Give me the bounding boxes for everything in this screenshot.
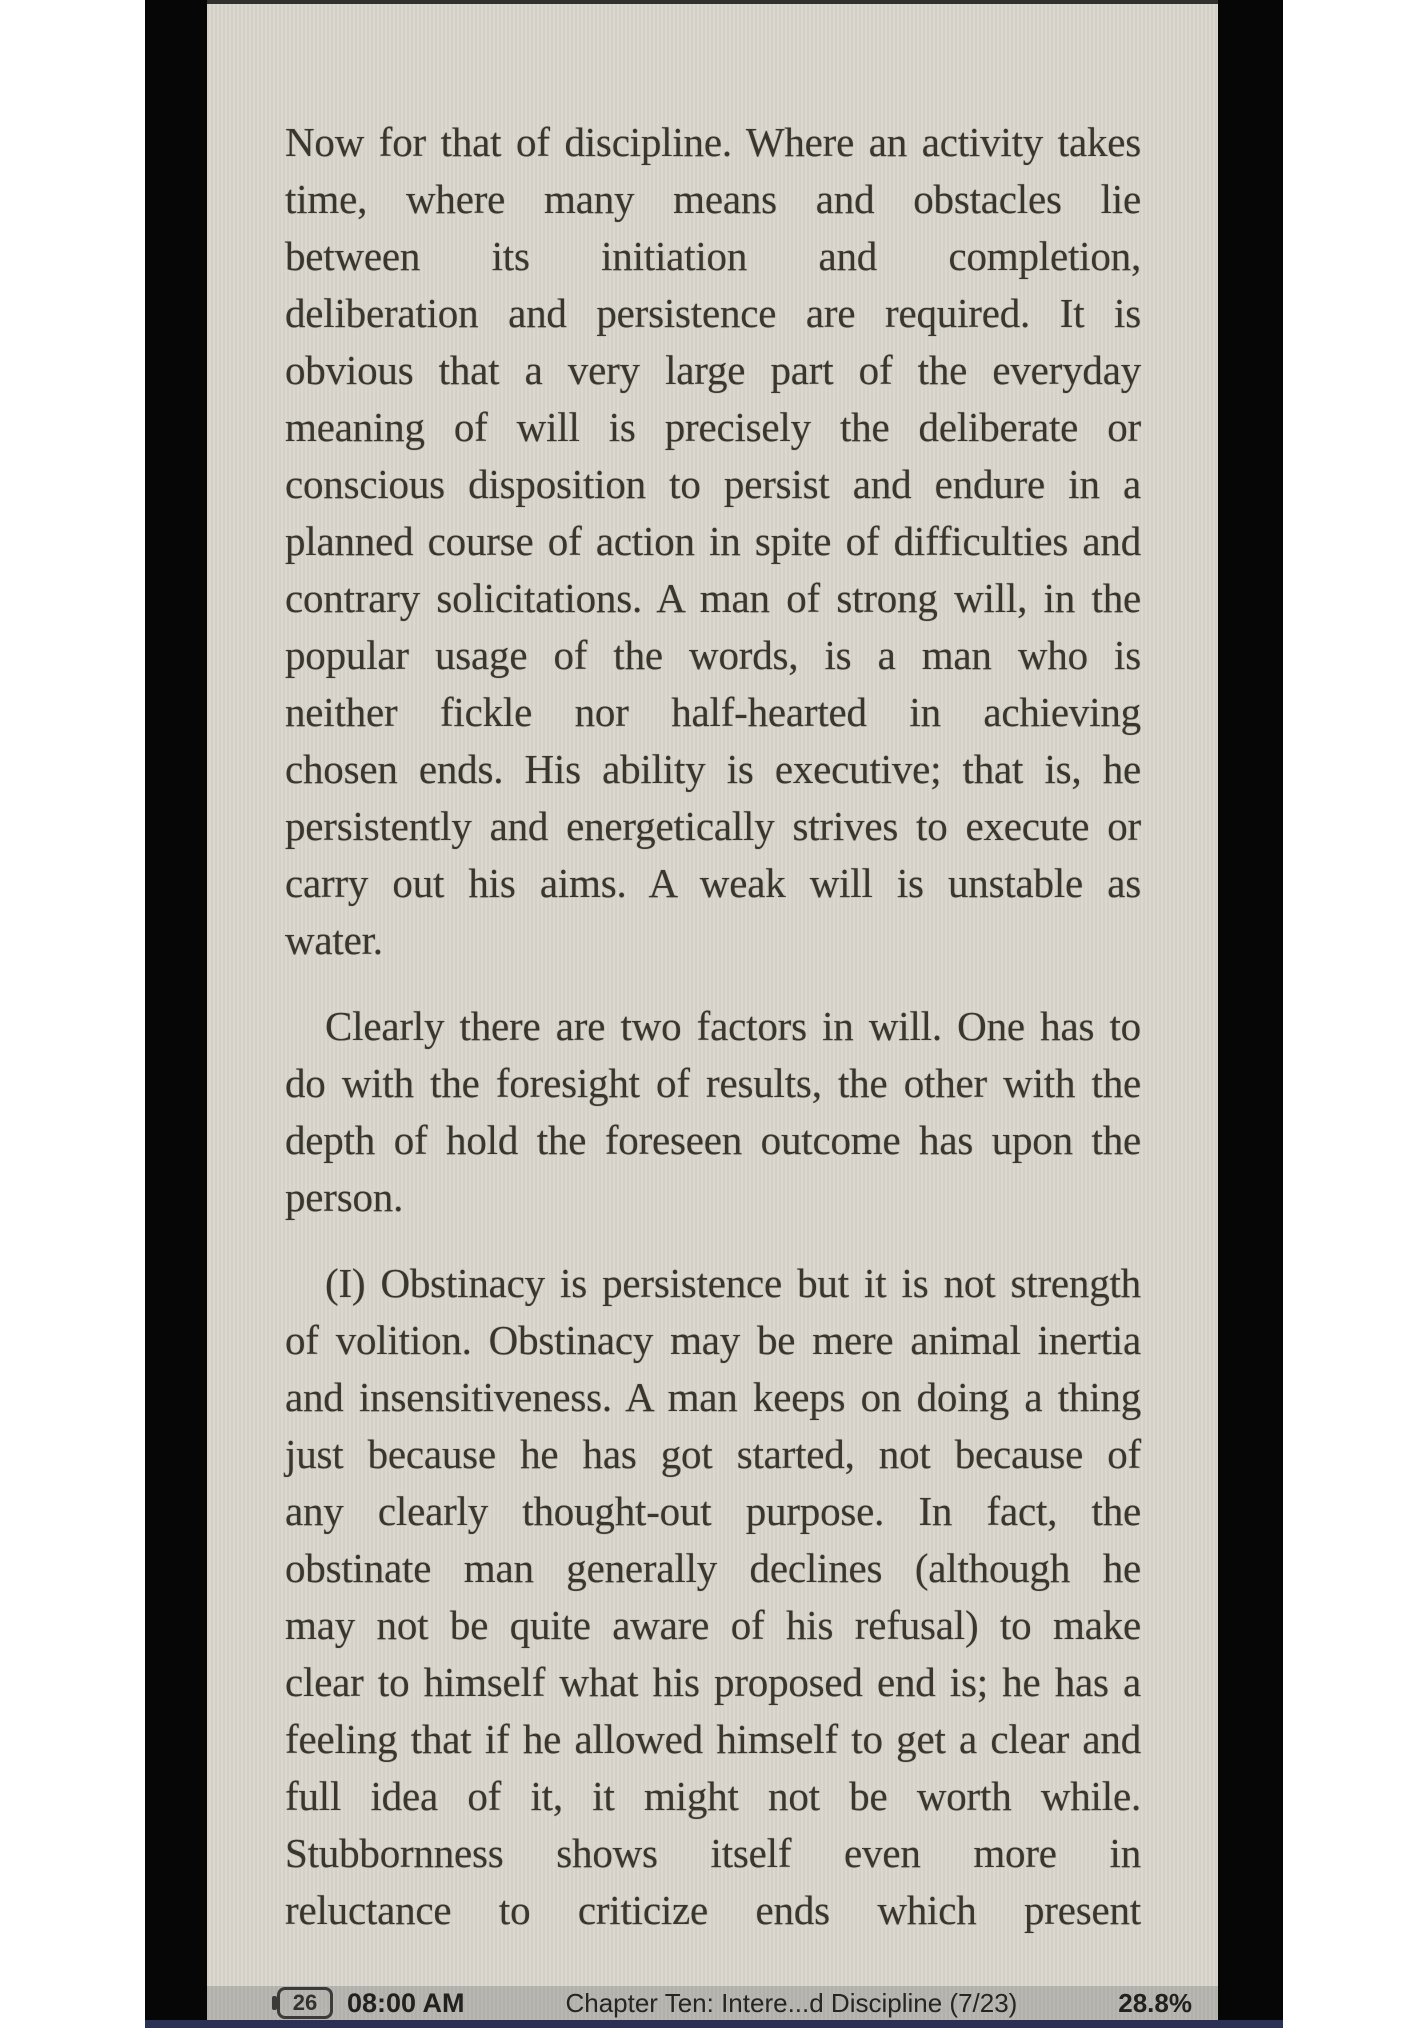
- book-line: and insensitiveness. A man keeps on doing a thing: [285, 1374, 1141, 1420]
- book-line: time, where many means and obstacles lie: [285, 176, 1141, 222]
- paragraph: [285, 114, 1141, 969]
- book-line: feeling that if he allowed himself to get a clear and: [285, 1716, 1141, 1762]
- book-line: any clearly thought-out purpose. In fact, the: [285, 1488, 1141, 1534]
- clock-time: 08:00 AM: [347, 1987, 465, 2018]
- battery-nub: [272, 1996, 277, 2010]
- book-line: deliberation and persistence are required. It is: [285, 290, 1141, 336]
- paragraph: [285, 1255, 1141, 1939]
- book-line: Stubbornness shows itself even more in: [285, 1830, 1141, 1876]
- book-line: meaning of will is precisely the deliberate or: [285, 404, 1141, 450]
- book-line: persistently and energetically strives to execute or: [285, 803, 1141, 849]
- book-line: do with the foresight of results, the other with the: [285, 1060, 1141, 1106]
- book-line: full idea of it, it might not be worth while.: [285, 1773, 1141, 1819]
- book-line: popular usage of the words, is a man who is: [285, 632, 1141, 678]
- paragraph: [285, 998, 1141, 1226]
- reading-progress: 28.8%: [1118, 1987, 1192, 2018]
- book-line: obvious that a very large part of the everyday: [285, 347, 1141, 393]
- book-page[interactable]: [207, 0, 1218, 1986]
- book-line: carry out his aims. A weak will is unstable as: [285, 860, 1141, 906]
- book-line: may not be quite aware of his refusal) to make: [285, 1602, 1141, 1648]
- book-line: reluctance to criticize ends which present: [285, 1887, 1141, 1933]
- book-line: Now for that of discipline. Where an activity takes: [285, 119, 1141, 165]
- book-line: planned course of action in spite of difficulties and: [285, 518, 1141, 564]
- book-line: Clearly there are two factors in will. One has to: [325, 1003, 1141, 1049]
- right-letterbox-bar: [1218, 0, 1283, 2020]
- book-line: just because he has got started, not because of: [285, 1431, 1141, 1477]
- book-line: chosen ends. His ability is executive; that is, he: [285, 746, 1141, 792]
- bottom-navigation-strip: [145, 2020, 1283, 2028]
- book-text: [207, 0, 1218, 1933]
- book-line: depth of hold the foreseen outcome has upon the: [285, 1117, 1141, 1163]
- left-letterbox-bar: [145, 0, 207, 2020]
- book-line: neither fickle nor half-hearted in achieving: [285, 689, 1141, 735]
- battery-level: 26: [292, 1990, 318, 2015]
- chapter-info: Chapter Ten: Intere...d Discipline (7/23): [565, 1987, 1018, 2018]
- book-line: of volition. Obstinacy may be mere animal inertia: [285, 1317, 1141, 1363]
- reader-status-bar[interactable]: [207, 1986, 1218, 2020]
- book-line: (I) Obstinacy is persistence but it is not strength: [325, 1260, 1141, 1306]
- book-line: between its initiation and completion,: [285, 233, 1141, 279]
- battery-icon: [277, 1987, 333, 2019]
- book-line: contrary solicitations. A man of strong will, in the: [285, 575, 1141, 621]
- book-line: water.: [285, 917, 383, 963]
- book-line: person.: [285, 1174, 404, 1220]
- page-top-edge: [207, 0, 1218, 4]
- book-line: clear to himself what his proposed end is; he has a: [285, 1659, 1141, 1705]
- book-line: conscious disposition to persist and endure in a: [285, 461, 1141, 507]
- book-line: obstinate man generally declines (although he: [285, 1545, 1141, 1591]
